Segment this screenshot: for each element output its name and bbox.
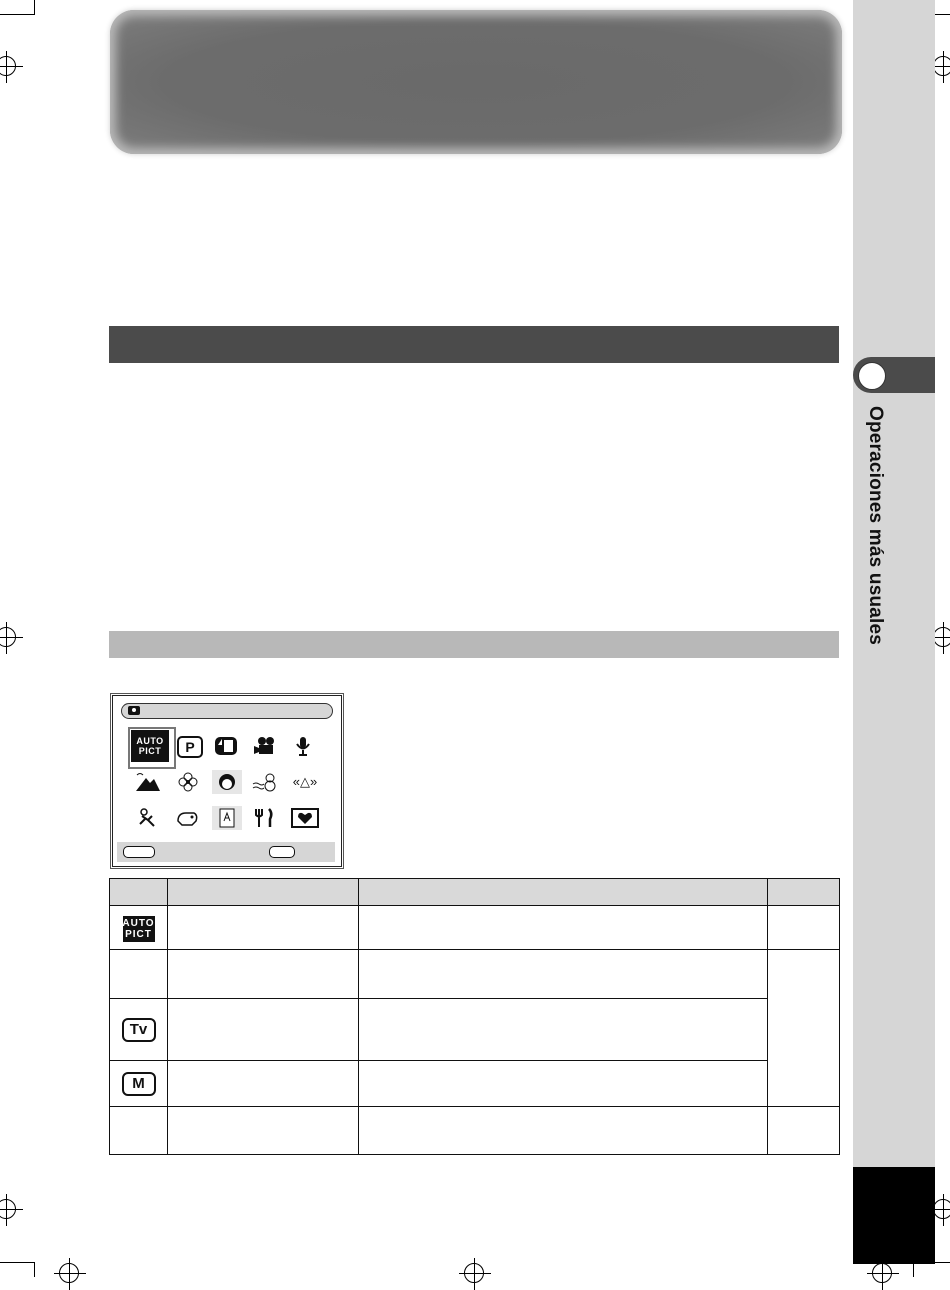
- program-label: P: [185, 739, 195, 755]
- registration-target: [933, 56, 950, 76]
- table-cell: [168, 950, 359, 999]
- table-header-cell: [168, 879, 359, 906]
- autopict-line2: PICT: [125, 928, 152, 940]
- shutter-priority-icon: [122, 1018, 156, 1042]
- voice-recording-icon: [288, 734, 318, 758]
- table-cell: [768, 906, 840, 950]
- movie-icon: [250, 734, 280, 758]
- food-icon: [250, 806, 280, 830]
- table-cell: [359, 1107, 768, 1155]
- flower-icon: [173, 770, 203, 794]
- table-cell: [168, 999, 359, 1061]
- table-icon-cell: [110, 1061, 168, 1107]
- shooting-mode-table: [109, 878, 840, 1155]
- registration-target: [0, 627, 16, 647]
- table-icon-cell: [110, 906, 168, 950]
- mode-palette-footer: [117, 842, 335, 862]
- picture-mode-icon: [211, 734, 241, 758]
- registration-target: [464, 1263, 484, 1283]
- table-row: [110, 1061, 840, 1107]
- snow-icon: [250, 770, 280, 794]
- registration-target: [0, 56, 16, 76]
- m-label: M: [132, 1075, 145, 1092]
- portrait-icon: [212, 770, 242, 794]
- menu-button-icon: [123, 846, 155, 858]
- table-icon-cell: [110, 1107, 168, 1155]
- subsection-heading-bar: [109, 631, 839, 658]
- side-chapter-title: Operaciones más usuales: [865, 406, 886, 646]
- camera-mode-palette-screen: [112, 695, 342, 867]
- text-icon: [212, 806, 242, 830]
- crop-mark: [0, 1262, 34, 1263]
- crop-mark: [34, 0, 35, 15]
- table-cell: [168, 906, 359, 950]
- page-number-box: [853, 1167, 935, 1264]
- table-row: [110, 999, 840, 1061]
- table-cell: [359, 906, 768, 950]
- section-heading-bar: [109, 326, 839, 363]
- crop-mark: [0, 14, 34, 15]
- registration-target: [933, 1199, 950, 1219]
- table-header-cell: [110, 879, 168, 906]
- table-icon-cell: [110, 999, 168, 1061]
- crop-mark: [34, 1262, 35, 1277]
- ok-button-icon: [269, 846, 295, 858]
- table-cell: [768, 950, 840, 1107]
- registration-target: [933, 627, 950, 647]
- autopict-line1: AUTO: [136, 736, 164, 746]
- crop-mark: [913, 1262, 914, 1277]
- landscape-icon: [133, 770, 163, 794]
- camera-icon: [128, 706, 140, 715]
- table-cell: [359, 950, 768, 999]
- frame-composite-icon: [290, 806, 320, 830]
- auto-picture-icon: [123, 916, 155, 942]
- registration-target: [59, 1263, 79, 1283]
- autopict-line1: AUTO: [122, 917, 155, 929]
- surf-icon: «△»: [292, 774, 318, 789]
- chapter-title-banner: [110, 10, 842, 154]
- table-cell: [168, 1061, 359, 1107]
- table-row: [110, 950, 840, 999]
- table-header-cell: [768, 879, 840, 906]
- mode-palette-header: [121, 703, 333, 719]
- table-cell: [359, 1061, 768, 1107]
- table-icon-cell: [110, 950, 168, 999]
- program-icon: [177, 736, 203, 758]
- table-cell: [168, 1107, 359, 1155]
- table-cell: [768, 1107, 840, 1155]
- table-header-row: [110, 879, 840, 906]
- table-cell: [359, 999, 768, 1061]
- registration-target: [0, 1199, 16, 1219]
- table-header-cell: [359, 879, 768, 906]
- manual-mode-icon: [122, 1072, 156, 1096]
- autopict-line2: PICT: [138, 746, 162, 756]
- table-row: [110, 906, 840, 950]
- table-row: [110, 1107, 840, 1155]
- pet-icon: [173, 806, 203, 830]
- sport-icon: [133, 806, 163, 830]
- chapter-number-circle: [858, 362, 886, 390]
- auto-picture-icon: [131, 730, 169, 762]
- tv-label: Tv: [129, 1021, 148, 1038]
- registration-target: [872, 1263, 892, 1283]
